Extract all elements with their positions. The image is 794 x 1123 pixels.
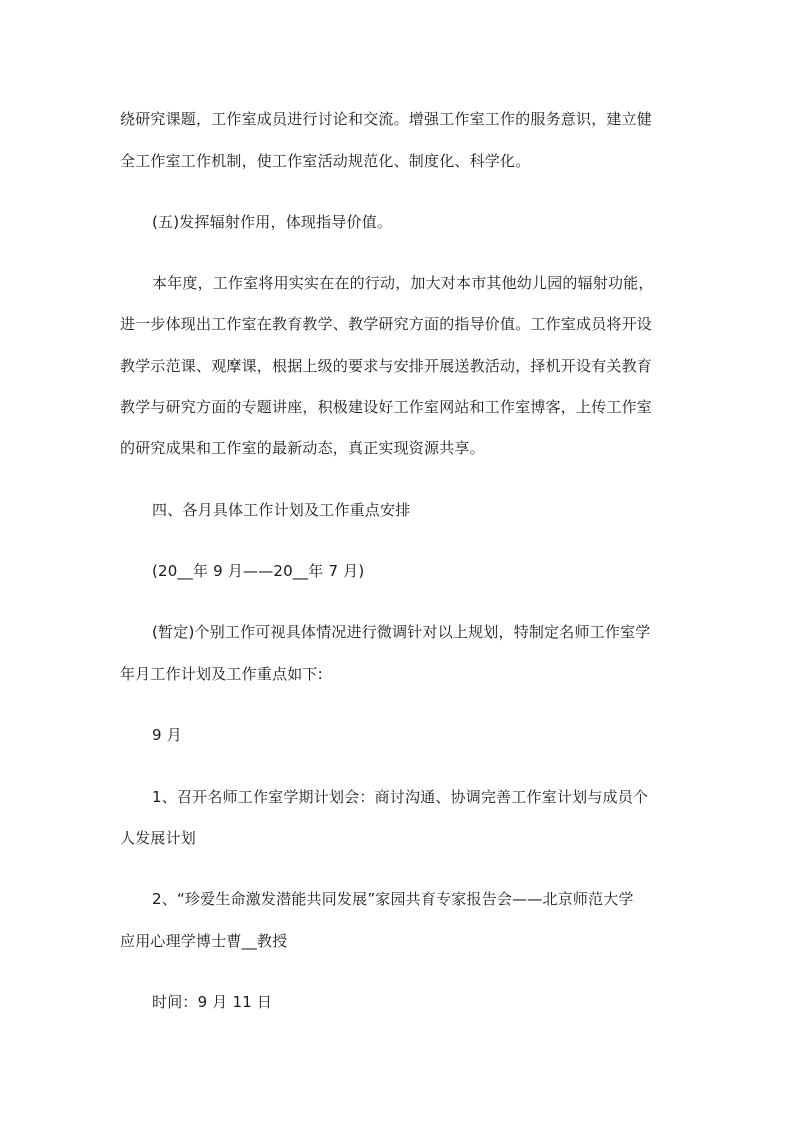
paragraph-line: 教学示范课、观摩课，根据上级的要求与安排开展送教活动，择机开设有关教育 (120, 357, 653, 375)
list-item: 1、召开名师工作室学期计划会：商讨沟通、协调完善工作室计划与成员个 (152, 788, 649, 806)
paragraph-line: 本年度，工作室将用实实在在的行动，加大对本市其他幼儿园的辐射功能， (152, 274, 654, 292)
list-item-continued: 人发展计划 (120, 829, 197, 847)
section-heading: (五)发挥辐射作用，体现指导价值。 (152, 213, 393, 231)
paragraph-line: 全工作室工作机制，使工作室活动规范化、制度化、科学化。 (120, 152, 531, 170)
list-item-continued: 应用心理学博士曹__教授 (120, 932, 288, 950)
month-heading: 9 月 (152, 726, 182, 744)
time-line: 时间：9 月 11 日 (152, 993, 273, 1011)
paragraph-line: 的研究成果和工作室的最新动态，真正实现资源共享。 (120, 439, 485, 457)
paragraph-line: 教学与研究方面的专题讲座，积极建设好工作室网站和工作室博客，上传工作室 (120, 398, 653, 416)
section-heading: 四、各月具体工作计划及工作重点安排 (152, 501, 411, 519)
list-item: 2、“珍爱生命激发潜能共同发展”家园共育专家报告会——北京师范大学 (152, 890, 634, 908)
paragraph-line: 年月工作计划及工作重点如下: (120, 665, 323, 683)
paragraph-line: (暂定)个别工作可视具体情况进行微调针对以上规划，特制定名师工作室学 (152, 623, 651, 641)
paragraph-line: 进一步体现出工作室在教育教学、教学研究方面的指导价值。工作室成员将开设 (120, 315, 653, 333)
date-range: (20__年 9 月——20__年 7 月) (152, 562, 365, 580)
paragraph-line: 绕研究课题，工作室成员进行讨论和交流。增强工作室工作的服务意识，建立健 (120, 110, 653, 128)
